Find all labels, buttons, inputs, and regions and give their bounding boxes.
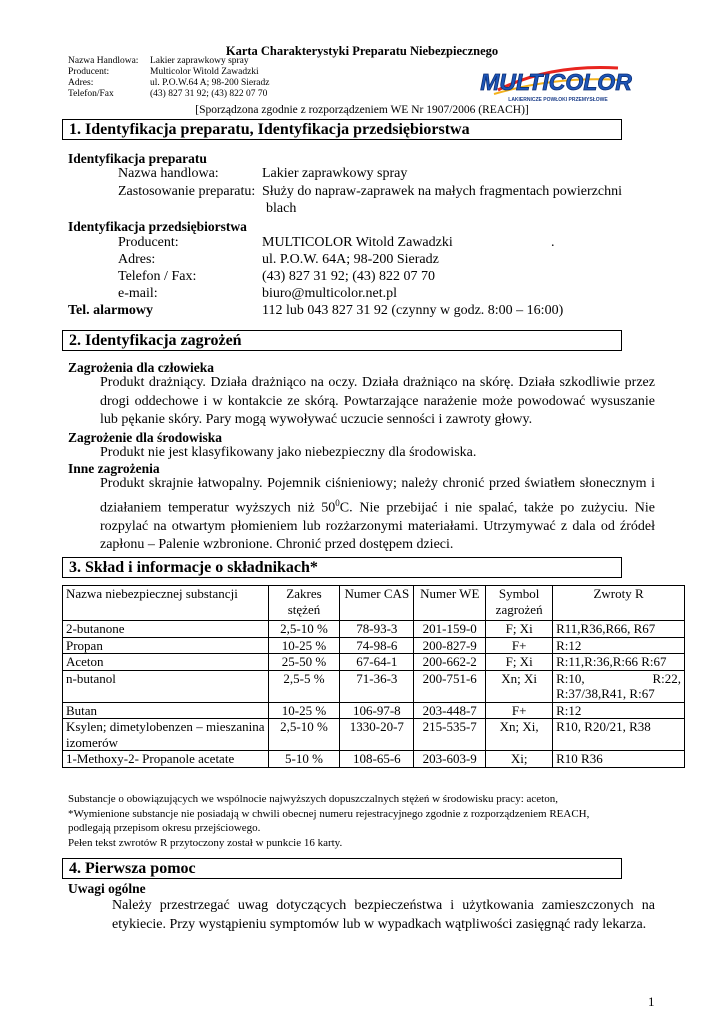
col-header: Symbol zagrożeń [486, 586, 553, 621]
email-value[interactable]: biuro@multicolor.net.pl [262, 286, 397, 301]
cell-cas: 106-97-8 [340, 702, 414, 719]
cell-conc: 2,5-5 % [268, 670, 340, 702]
cell-conc: 5-10 % [268, 751, 340, 768]
degree-sup: 0 [335, 497, 340, 508]
cell-conc: 2,5-10 % [268, 621, 340, 638]
use-label: Zastosowanie preparatu: [118, 184, 256, 199]
cell-name: Ksylen; dimetylobenzen – mieszanina izomerów [63, 719, 269, 751]
producer-dot: . [551, 235, 555, 250]
cell-we: 201-159-0 [414, 621, 486, 638]
cell-name: 2-butanone [63, 621, 269, 638]
col-header: Zwroty R [553, 586, 685, 621]
cell-r: R:11,R:36,R:66 R:67 [553, 654, 685, 671]
trade-name-value: Lakier zaprawkowy spray [262, 166, 408, 181]
header-value: (43) 827 31 92; (43) 822 07 70 [150, 89, 268, 99]
header-info [68, 56, 269, 100]
note-line: *Wymienione substancje nie posiadają w chwili obecnej numeru rejestracyjnego zgodnie z rozporządzeniem REACH, [68, 807, 590, 820]
human-hazard-heading: Zagrożenia dla człowieka [68, 360, 214, 375]
cell-cas: 108-65-6 [340, 751, 414, 768]
cell-we: 200-827-9 [414, 637, 486, 654]
cell-cas: 67-64-1 [340, 654, 414, 671]
address-label: Adres: [118, 252, 156, 267]
alarm-label: Tel. alarmowy [68, 303, 154, 318]
table-row [63, 654, 685, 671]
header-label: Adres: [68, 78, 94, 88]
cell-r: R:10, R:22, R:37/38,R41, R:67 [553, 670, 685, 702]
section-1-title: 1. Identyfikacja preparatu, Identyfikacja przedsiębiorstwa [62, 119, 622, 140]
address-value: ul. P.O.W. 64A; 98-200 Sieradz [262, 252, 439, 267]
company-heading: Identyfikacja przedsiębiorstwa [68, 219, 247, 234]
section-3-title: 3. Skład i informacje o składnikach* [62, 557, 622, 578]
cell-conc: 10-25 % [268, 637, 340, 654]
col-header: Numer CAS [340, 586, 414, 621]
general-notes-text: Należy przestrzegać uwag dotyczących bezpieczeństwa i użytkowania zamieszczonych na etykiecie. Przy wystąpieniu symptomów lub w wypadkach wątpliwości zasięgnąć rady lekarza. [112, 898, 655, 932]
alarm-value: 112 lub 043 827 31 92 (czynny w godz. 8:00 – 16:00) [262, 303, 564, 318]
cell-name: Propan [63, 637, 269, 654]
table-row [63, 670, 685, 702]
env-hazard-heading: Zagrożenie dla środowiska [68, 430, 223, 445]
cell-r: R10, R20/21, R38 [553, 719, 685, 751]
prep-heading: Identyfikacja preparatu [68, 151, 207, 166]
header-label: Producent: [68, 67, 110, 77]
col-header: Numer WE [414, 586, 486, 621]
other-hazard-text [100, 475, 655, 555]
header-value: Multicolor Witold Zawadzki [150, 67, 259, 77]
cell-symbol: F; Xi [486, 621, 553, 638]
note-line: Pełen tekst zwrotów R przytoczony został w punkcie 16 karty. [68, 836, 343, 849]
cell-conc: 25-50 % [268, 654, 340, 671]
use-value: Służy do napraw-zaprawek na małych fragmentach powierzchni [262, 184, 622, 199]
header-label: Nazwa Handlowa: [68, 56, 139, 66]
other-hazard-text-a: Produkt skrajnie łatwopalny. Pojemnik ciśnieniowy; należy chronić przed światłem słonecznym i działaniem temperatur wyższych niż 50 [100, 476, 655, 516]
substances-table [62, 585, 685, 768]
cell-we: 200-751-6 [414, 670, 486, 702]
table-row [63, 719, 685, 751]
table-row [63, 751, 685, 768]
cell-cas: 78-93-3 [340, 621, 414, 638]
reach-note: [Sporządzona zgodnie z rozporządzeniem WE Nr 1907/2006 (REACH)] [195, 104, 529, 116]
cell-name: Butan [63, 702, 269, 719]
document-title: Karta Charakterystyki Preparatu Niebezpiecznego [225, 44, 499, 58]
general-notes-heading: Uwagi ogólne [68, 881, 146, 896]
note-line: podlegają przepisom okresu przejściowego. [68, 822, 261, 834]
table-row [63, 637, 685, 654]
table-row [63, 621, 685, 638]
cell-name: n-butanol [63, 670, 269, 702]
cell-r: R:12 [553, 637, 685, 654]
other-hazard-heading: Inne zagrożenia [68, 461, 160, 476]
cell-r: R:12 [553, 702, 685, 719]
cell-conc: 2,5-10 % [268, 719, 340, 751]
producer-value: MULTICOLOR Witold Zawadzki [262, 235, 453, 250]
producer-label: Producent: [118, 235, 179, 250]
cell-symbol: Xi; [486, 751, 553, 768]
page-number: 1 [648, 994, 655, 1009]
cell-name: Aceton [63, 654, 269, 671]
cell-name: 1-Methoxy-2- Propanole acetate [63, 751, 269, 768]
cell-symbol: F+ [486, 702, 553, 719]
other-hazard-text-b: C. Nie przebijać i nie spalać, także po zużyciu. Nie rozpylać na otwartym płomieniem lub rozżarzonymi materiałami. Utrzymywać z dala od źródeł zapłonu – Palenie wzbronione. Chronić przed dostępem dzieci. [100, 500, 655, 553]
section-2-title: 2. Identyfikacja zagrożeń [62, 330, 622, 351]
phone-label: Telefon / Fax: [118, 269, 197, 284]
cell-we: 203-448-7 [414, 702, 486, 719]
trade-name-label: Nazwa handlowa: [118, 166, 219, 181]
cell-we: 200-662-2 [414, 654, 486, 671]
header-value: Lakier zaprawkowy spray [150, 56, 249, 66]
cell-we: 203-603-9 [414, 751, 486, 768]
use-value-cont: blach [266, 201, 297, 216]
section-4-title: 4. Pierwsza pomoc [62, 858, 622, 879]
human-hazard-text: Produkt drażniący. Działa drażniąco na oczy. Działa drażniąco na skórę. Działa szkodliwie przez drogi oddechowe i w kontakcie ze skórą. Powtarzające narażenie może powodować wysuszanie lub pękanie skóry. Pary mogą wywoływać uczucie senności i zawroty głowy. [100, 375, 655, 427]
cell-symbol: Xn; Xi, [486, 719, 553, 751]
cell-r: R11,R36,R66, R67 [553, 621, 685, 638]
note-line: Substancje o obowiązujących we wspólnocie najwyższych dopuszczalnych stężeń w środowisku pracy: aceton, [68, 793, 558, 805]
multicolor-logo [480, 60, 632, 104]
header-label: Telefon/Fax [68, 89, 114, 99]
table-row [63, 702, 685, 719]
cell-symbol: F; Xi [486, 654, 553, 671]
table-header-row [63, 586, 685, 621]
cell-cas: 74-98-6 [340, 637, 414, 654]
col-header: Zakres stężeń [268, 586, 340, 621]
phone-value: (43) 827 31 92; (43) 822 07 70 [262, 269, 436, 284]
env-hazard-text: Produkt nie jest klasyfikowany jako niebezpieczny dla środowiska. [100, 445, 477, 460]
email-label: e-mail: [118, 286, 158, 301]
table-notes [68, 792, 589, 850]
logo-word: MULTICOLOR [480, 69, 632, 95]
col-header: Nazwa niebezpiecznej substancji [63, 586, 269, 621]
cell-symbol: F+ [486, 637, 553, 654]
cell-cas: 1330-20-7 [340, 719, 414, 751]
cell-conc: 10-25 % [268, 702, 340, 719]
cell-we: 215-535-7 [414, 719, 486, 751]
logo-tagline: LAKIERNICZE POWŁOKI PRZEMYSŁOWE [508, 97, 608, 103]
cell-symbol: Xn; Xi [486, 670, 553, 702]
header-value: ul. P.O.W.64 A; 98-200 Sieradz [150, 78, 270, 88]
cell-cas: 71-36-3 [340, 670, 414, 702]
cell-r: R10 R36 [553, 751, 685, 768]
